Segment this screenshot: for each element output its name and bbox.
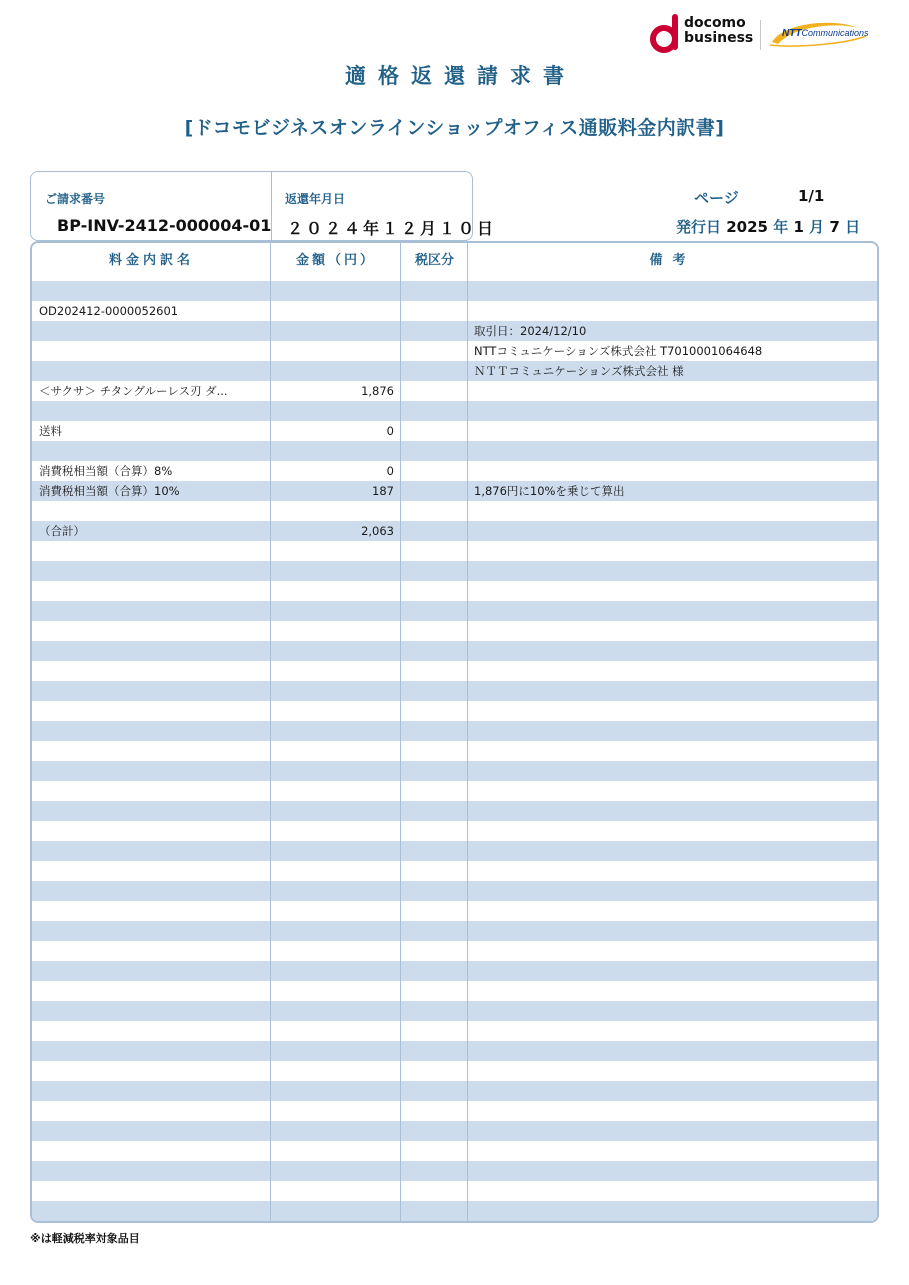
item-name-cell: OD202412-0000052601 [39,304,179,318]
notes-cell [468,841,877,861]
notes-cell [468,521,877,541]
item-name-cell [32,561,271,581]
amount-cell [271,681,401,701]
amount-cell [271,341,401,361]
table-row [32,1041,877,1061]
issue-year-unit: 年 [773,218,789,236]
amount-cell [271,601,401,621]
table-row [32,1141,877,1161]
column-header-tax: 税区分 [414,253,454,268]
notes-cell [468,1021,877,1041]
item-name-cell [32,781,271,801]
table-row [32,441,877,461]
item-name-cell [32,1041,271,1061]
tax-category-cell [401,441,468,461]
item-name-cell [32,901,271,921]
item-name-cell [32,401,271,421]
table-row [32,861,877,881]
notes-cell [468,981,877,1001]
charge-breakdown-table [30,241,879,1223]
amount-cell: 0 [386,464,394,478]
item-name-cell [32,441,271,461]
issue-year: 2025 [726,218,768,236]
item-name-cell [32,701,271,721]
amount-cell [271,1141,401,1161]
item-name-cell [32,1181,271,1201]
communications-logo-text: Communications [801,28,869,38]
amount-cell [271,921,401,941]
invoice-number-value: BP-INV-2412-000004-01 [57,216,272,235]
tax-category-cell [401,941,468,961]
item-name-cell [32,961,271,981]
notes-cell: 取引日：2024/12/10 [474,324,587,338]
column-divider [400,243,401,1223]
table-row [32,841,877,861]
item-name-cell [32,601,271,621]
item-name-cell [32,981,271,1001]
item-name-cell [32,501,271,521]
notes-cell [468,561,877,581]
item-name-cell: 消費税相当額（合算）8% [39,464,173,478]
amount-cell [271,781,401,801]
amount-cell [271,1041,401,1061]
notes-cell [468,1201,877,1221]
tax-category-cell [401,661,468,681]
notes-cell [468,881,877,901]
item-name-cell [32,761,271,781]
amount-cell [271,621,401,641]
notes-cell [468,661,877,681]
issue-date-label: 発行日 [676,218,722,236]
notes-cell: ＮＴＴコミュニケーションズ株式会社 様 [474,364,684,378]
amount-cell: 187 [372,484,394,498]
notes-cell [468,301,877,321]
notes-cell [468,901,877,921]
amount-cell [271,1121,401,1141]
notes-cell [468,1141,877,1161]
tax-category-cell [401,821,468,841]
table-row [32,1181,877,1201]
return-date-value: ２０２４年１２月１０日 [287,219,497,238]
table-row [32,881,877,901]
notes-cell [468,641,877,661]
table-row [32,321,877,341]
tax-category-cell [401,521,468,541]
notes-cell [468,941,877,961]
table-row [32,481,877,501]
amount-cell [271,821,401,841]
amount-cell [271,641,401,661]
notes-cell: NTTコミュニケーションズ株式会社 T7010001064648 [474,344,763,358]
table-row [32,721,877,741]
amount-cell [271,301,401,321]
column-header-amount: 金額（円） [295,253,376,268]
table-row [32,781,877,801]
table-row [32,801,877,821]
item-name-cell [32,641,271,661]
item-name-cell [32,281,271,301]
item-name-cell [32,661,271,681]
amount-cell [271,1181,401,1201]
notes-cell [468,961,877,981]
notes-cell [468,1121,877,1141]
notes-cell [468,401,877,421]
amount-cell [271,881,401,901]
amount-cell [271,1021,401,1041]
tax-category-cell [401,961,468,981]
table-row [32,281,877,301]
table-row [32,341,877,361]
table-row [32,361,877,381]
amount-cell [271,761,401,781]
docomo-business-logo [650,12,754,54]
tax-category-cell [401,741,468,761]
table-row [32,1121,877,1141]
footnote: ※は軽減税率対象品目 [30,1232,140,1245]
table-row [32,421,877,441]
page-subtitle: [ドコモビジネスオンラインショップオフィス通販料金内訳書] [184,117,725,139]
item-name-cell: 送料 [39,424,62,438]
tax-category-cell [401,921,468,941]
amount-cell [271,361,401,381]
tax-category-cell [401,1181,468,1201]
item-name-cell [32,821,271,841]
ntt-communications-logo [766,18,881,52]
notes-cell [468,281,877,301]
table-row [32,681,877,701]
tax-category-cell [401,1001,468,1021]
tax-category-cell [401,601,468,621]
item-name-cell [32,681,271,701]
tax-category-cell [401,281,468,301]
item-name-cell [32,941,271,961]
table-row [32,541,877,561]
notes-cell [468,681,877,701]
item-name-cell [32,841,271,861]
tax-category-cell [401,901,468,921]
notes-cell [468,441,877,461]
notes-cell [468,581,877,601]
page-value: 1/1 [798,187,825,205]
docomo-d-icon [650,12,684,54]
table-row [32,701,877,721]
table-row [32,1081,877,1101]
table-body [32,281,877,1221]
tax-category-cell [401,461,468,481]
issue-day-unit: 日 [845,218,861,236]
tax-category-cell [401,481,468,501]
item-name-cell [32,341,271,361]
table-row [32,501,877,521]
notes-cell [468,421,877,441]
column-divider [467,243,468,1223]
tax-category-cell [401,581,468,601]
amount-cell [271,281,401,301]
tax-category-cell [401,841,468,861]
table-row [32,621,877,641]
table-header [32,243,877,281]
amount-cell [271,741,401,761]
amount-cell [271,1001,401,1021]
tax-category-cell [401,1141,468,1161]
invoice-number-label: ご請求番号 [45,192,106,206]
table-row [32,601,877,621]
table-row [32,741,877,761]
tax-category-cell [401,541,468,561]
item-name-cell [32,621,271,641]
tax-category-cell [401,361,468,381]
table-row [32,1021,877,1041]
tax-category-cell [401,401,468,421]
tax-category-cell [401,681,468,701]
amount-cell: 0 [386,424,394,438]
tax-category-cell [401,561,468,581]
notes-cell: 1,876円に10%を乗じて算出 [474,484,625,498]
table-row [32,301,877,321]
notes-cell [468,501,877,521]
tax-category-cell [401,1061,468,1081]
table-row [32,661,877,681]
page-title: 適格返還請求書 [345,64,576,88]
notes-cell [468,541,877,561]
item-name-cell [32,1141,271,1161]
item-name-cell [32,801,271,821]
table-row [32,761,877,781]
issue-day: 7 [829,218,840,236]
item-name-cell [32,861,271,881]
amount-cell [271,841,401,861]
notes-cell [468,1101,877,1121]
tax-category-cell [401,861,468,881]
tax-category-cell [401,1121,468,1141]
amount-cell [271,901,401,921]
table-row [32,561,877,581]
amount-cell [271,941,401,961]
issue-date [676,216,860,237]
tax-category-cell [401,1081,468,1101]
item-name-cell [32,1001,271,1021]
notes-cell [468,1061,877,1081]
notes-cell [468,781,877,801]
amount-cell [271,321,401,341]
table-row [32,981,877,1001]
amount-cell [271,1161,401,1181]
invoice-info-box [30,171,497,241]
table-row [32,1161,877,1181]
return-date-label: 返還年月日 [285,192,346,206]
tax-category-cell [401,881,468,901]
notes-cell [468,1041,877,1061]
notes-cell [468,721,877,741]
table-row [32,901,877,921]
tax-category-cell [401,1201,468,1221]
notes-cell [468,801,877,821]
notes-cell [468,821,877,841]
amount-cell [271,1081,401,1101]
amount-cell [271,961,401,981]
amount-cell [271,661,401,681]
amount-cell [271,1201,401,1221]
notes-cell [468,601,877,621]
column-divider [270,243,271,1223]
item-name-cell: ＜サクサ＞ チタングルーレス刃 ダ... [39,384,228,398]
tax-category-cell [401,701,468,721]
amount-cell [271,721,401,741]
amount-cell [271,1101,401,1121]
tax-category-cell [401,1161,468,1181]
item-name-cell [32,1121,271,1141]
tax-category-cell [401,321,468,341]
notes-cell [468,761,877,781]
tax-category-cell [401,1021,468,1041]
column-header-item: 料金内訳名 [108,253,194,268]
amount-cell [271,501,401,521]
table-row [32,1201,877,1221]
amount-cell [271,981,401,1001]
amount-cell: 2,063 [361,524,394,538]
table-row [32,821,877,841]
tax-category-cell [401,301,468,321]
tax-category-cell [401,421,468,441]
notes-cell [468,861,877,881]
table-row [32,381,877,401]
tax-category-cell [401,801,468,821]
table-row [32,1061,877,1081]
item-name-cell [32,361,271,381]
item-name-cell [32,741,271,761]
table-row [32,1001,877,1021]
amount-cell [271,441,401,461]
notes-cell [468,381,877,401]
item-name-cell [32,1081,271,1101]
item-name-cell [32,921,271,941]
amount-cell [271,801,401,821]
tax-category-cell [401,641,468,661]
tax-category-cell [401,721,468,741]
notes-cell [468,1181,877,1201]
tax-category-cell [401,761,468,781]
tax-category-cell [401,381,468,401]
notes-cell [468,921,877,941]
item-name-cell [32,1021,271,1041]
table-row [32,961,877,981]
amount-cell [271,401,401,421]
item-name-cell [32,721,271,741]
item-name-cell [32,1201,271,1221]
item-name-cell [32,881,271,901]
table-row [32,581,877,601]
item-name-cell [32,1161,271,1181]
notes-cell [468,741,877,761]
amount-cell [271,701,401,721]
amount-cell [271,541,401,561]
notes-cell [468,461,877,481]
item-name-cell [32,581,271,601]
table-row [32,921,877,941]
logo-divider [760,20,761,50]
item-name-cell: （合計） [39,524,85,538]
item-name-cell: 消費税相当額（合算）10% [39,484,180,498]
item-name-cell [32,1061,271,1081]
amount-cell [271,581,401,601]
tax-category-cell [401,501,468,521]
table-row [32,1101,877,1121]
table-row [32,941,877,961]
amount-cell [271,1061,401,1081]
item-name-cell [32,541,271,561]
issue-month: 1 [793,218,804,236]
table-row [32,641,877,661]
tax-category-cell [401,781,468,801]
tax-category-cell [401,981,468,1001]
table-row [32,461,877,481]
item-name-cell [32,321,271,341]
amount-cell [271,561,401,581]
issue-month-unit: 月 [809,218,825,236]
table-row [32,521,877,541]
ntt-logo-text: NTT [782,28,802,39]
tax-category-cell [401,341,468,361]
business-logo-text: business [684,30,754,46]
page-label: ページ [694,189,739,207]
tax-category-cell [401,1101,468,1121]
notes-cell [468,1081,877,1101]
notes-cell [468,701,877,721]
notes-cell [468,1001,877,1021]
column-header-notes: 備考 [649,253,696,268]
notes-cell [468,621,877,641]
tax-category-cell [401,1041,468,1061]
table-row [32,401,877,421]
docomo-logo-text: docomo [684,15,746,31]
notes-cell [468,1161,877,1181]
item-name-cell [32,1101,271,1121]
tax-category-cell [401,621,468,641]
amount-cell: 1,876 [361,384,394,398]
amount-cell [271,861,401,881]
